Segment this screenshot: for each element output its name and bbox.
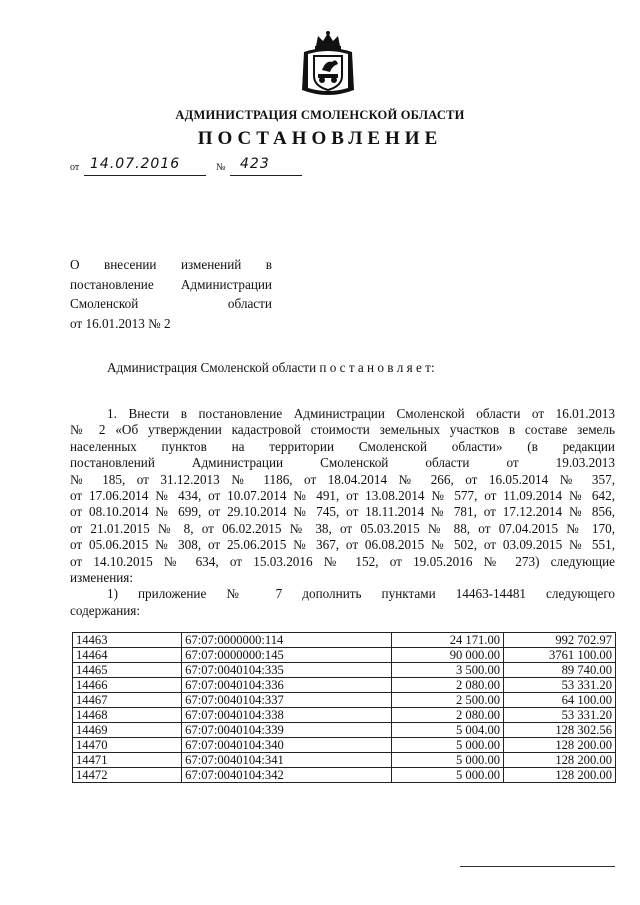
cadastral-number-cell: 67:07:0040104:340 xyxy=(182,738,392,753)
row-number-cell: 14469 xyxy=(73,723,182,738)
row-number-cell: 14465 xyxy=(73,663,182,678)
table-row xyxy=(73,768,616,783)
table-row xyxy=(73,678,616,693)
value-cell: 53 331.20 xyxy=(504,708,616,723)
document-subject xyxy=(70,255,272,333)
table-row xyxy=(73,738,616,753)
number-label: № xyxy=(216,162,226,173)
area-cell: 5 000.00 xyxy=(392,738,504,753)
area-cell: 2 080.00 xyxy=(392,678,504,693)
row-number-cell: 14467 xyxy=(73,693,182,708)
document-date: 14.07.2016 xyxy=(90,156,181,172)
cadastral-number-cell: 67:07:0040104:337 xyxy=(182,693,392,708)
area-cell: 3 500.00 xyxy=(392,663,504,678)
row-number-cell: 14468 xyxy=(73,708,182,723)
number-underline xyxy=(230,175,302,176)
cadastral-value-table xyxy=(72,632,616,783)
body-line: населенных пунктов на территории Смоленской области» (в редакции xyxy=(70,438,615,454)
area-cell: 5 000.00 xyxy=(392,753,504,768)
table-row xyxy=(73,753,616,768)
body-line: от 05.06.2015 № 308, от 25.06.2015 № 367, от 06.08.2015 № 502, от 03.09.2015 № 551, xyxy=(70,537,615,553)
coat-of-arms-icon xyxy=(296,30,360,98)
body-line: от 21.01.2015 № 8, от 06.02.2015 № 38, от 05.03.2015 № 88, от 07.04.2015 № 170, xyxy=(70,520,615,536)
body-line: постановлений Администрации Смоленской области от 19.03.2013 xyxy=(70,455,615,471)
item1-line: содержания: xyxy=(70,602,141,618)
body-line: от 17.06.2014 № 434, от 10.07.2014 № 491, от 13.08.2014 № 577, от 11.09.2014 № 642, xyxy=(70,488,615,504)
row-number-cell: 14472 xyxy=(73,768,182,783)
date-underline xyxy=(84,175,206,176)
row-number-cell: 14470 xyxy=(73,738,182,753)
row-number-cell: 14464 xyxy=(73,648,182,663)
value-cell: 992 702.97 xyxy=(504,633,616,648)
value-cell: 128 200.00 xyxy=(504,768,616,783)
cadastral-number-cell: 67:07:0000000:114 xyxy=(182,633,392,648)
body-line: № 185, от 31.12.2013 № 1186, от 18.04.2014 № 266, от 16.05.2014 № 357, xyxy=(70,471,615,487)
row-number-cell: 14471 xyxy=(73,753,182,768)
cadastral-number-cell: 67:07:0000000:145 xyxy=(182,648,392,663)
organization-title: АДМИНИСТРАЦИЯ СМОЛЕНСКОЙ ОБЛАСТИ xyxy=(175,108,465,122)
value-cell: 128 200.00 xyxy=(504,753,616,768)
area-cell: 24 171.00 xyxy=(392,633,504,648)
cadastral-number-cell: 67:07:0040104:342 xyxy=(182,768,392,783)
value-cell: 3761 100.00 xyxy=(504,648,616,663)
value-cell: 89 740.00 xyxy=(504,663,616,678)
row-number-cell: 14466 xyxy=(73,678,182,693)
area-cell: 5 000.00 xyxy=(392,768,504,783)
table-row xyxy=(73,633,616,648)
cadastral-number-cell: 67:07:0040104:335 xyxy=(182,663,392,678)
body-line: от 08.10.2014 № 699, от 29.10.2014 № 745, от 18.11.2014 № 781, от 17.12.2014 № 856, xyxy=(70,504,615,520)
table-row xyxy=(73,648,616,663)
subject-line: постановление Администрации xyxy=(70,276,272,292)
subject-line: Смоленской области xyxy=(70,296,272,311)
body-line: 1. Внести в постановление Администрации Смоленской области от 16.01.2013 xyxy=(107,406,615,421)
date-label: от xyxy=(70,162,80,173)
value-cell: 128 200.00 xyxy=(504,738,616,753)
area-cell: 2 500.00 xyxy=(392,693,504,708)
cadastral-number-cell: 67:07:0040104:339 xyxy=(182,723,392,738)
resolution-intro: Администрация Смоленской области п о с т а н о в л я е т: xyxy=(107,360,435,375)
footer-divider xyxy=(460,866,615,867)
cadastral-number-cell: 67:07:0040104:341 xyxy=(182,753,392,768)
resolution-body xyxy=(70,406,615,619)
subject-line: О внесении изменений в xyxy=(70,257,272,272)
row-number-cell: 14463 xyxy=(73,633,182,648)
table-row xyxy=(73,708,616,723)
area-cell: 5 004.00 xyxy=(392,723,504,738)
table-row xyxy=(73,663,616,678)
document-date-number-row xyxy=(70,156,330,178)
table-row xyxy=(73,693,616,708)
document-type-title: ПОСТАНОВЛЕНИЕ xyxy=(197,128,443,149)
body-line: изменения: xyxy=(70,570,134,586)
cadastral-number-cell: 67:07:0040104:336 xyxy=(182,678,392,693)
value-cell: 128 302.56 xyxy=(504,723,616,738)
item1-line: 1) приложение № 7 дополнить пунктами 14463-14481 следующего xyxy=(107,586,615,602)
subject-line: от 16.01.2013 № 2 xyxy=(70,315,171,331)
body-line: № 2 «Об утверждении кадастровой стоимости земельных участков в составе земель xyxy=(70,422,615,438)
area-cell: 2 080.00 xyxy=(392,708,504,723)
value-cell: 64 100.00 xyxy=(504,693,616,708)
value-cell: 53 331.20 xyxy=(504,678,616,693)
table-row xyxy=(73,723,616,738)
area-cell: 90 000.00 xyxy=(392,648,504,663)
cadastral-number-cell: 67:07:0040104:338 xyxy=(182,708,392,723)
body-line: от 14.10.2015 № 634, от 15.03.2016 № 152, от 19.05.2016 № 273) следующие xyxy=(70,553,615,569)
document-number: 423 xyxy=(240,156,270,172)
